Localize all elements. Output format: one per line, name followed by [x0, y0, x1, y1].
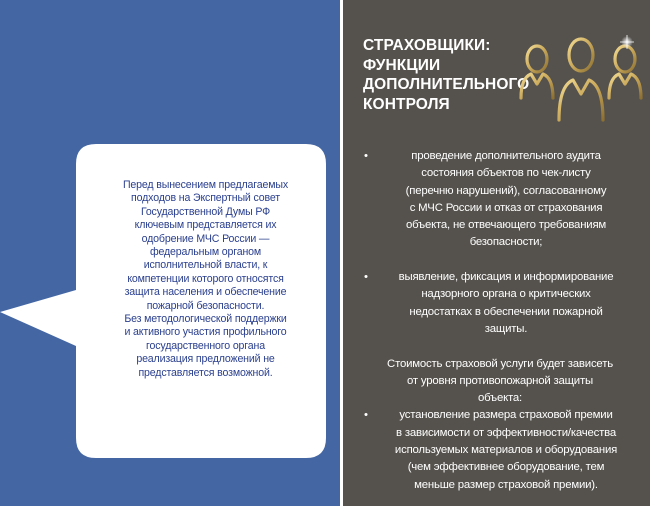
bubble-line: реализация предложений не [136, 353, 275, 366]
title-line: ФУНКЦИИ [363, 56, 441, 74]
bubble-line: компетенции которого относятся [127, 272, 284, 285]
paragraph-line: от уровня противопожарной защиты [407, 374, 593, 387]
bubble-line: одобрение МЧС России — [141, 232, 270, 245]
bubble-line: ключевым представляется их [134, 219, 277, 232]
bubble-line: подходов на Экспертный совет [131, 192, 280, 205]
item-line: выявление, фиксация и информирование [398, 271, 614, 284]
bullet-icon: • [364, 271, 368, 284]
item-line: установление размера страховой премии [399, 409, 613, 422]
bullet-icon: • [364, 150, 368, 162]
item-line: объекта, не отвечающего требованиям [405, 219, 607, 232]
list-item [364, 269, 636, 338]
bullet-icon: • [364, 409, 368, 422]
people-group-icon [515, 22, 647, 122]
paragraph [364, 356, 636, 408]
item-line: используемых материалов и оборудования [394, 444, 618, 457]
item-line: недостатках в обеспечении пожарной [409, 305, 603, 318]
bubble-line: Государственной Думы РФ [140, 205, 271, 218]
bubble-line: федеральным органом [149, 246, 262, 259]
bubble-line: защита населения и обеспечение [124, 286, 287, 299]
item-line: проведение дополнительного аудита [411, 150, 601, 162]
item-line: (чем эффективнее оборудование, тем [407, 461, 605, 474]
bubble-line: и активного участия профильного [124, 326, 287, 339]
title-line: СТРАХОВЩИКИ: [363, 37, 491, 54]
title-line: КОНТРОЛЯ [363, 95, 450, 113]
item-line: меньше размер страховой премии). [414, 478, 598, 491]
section-title [363, 36, 528, 114]
bubble-line: Без методологической поддержки [124, 313, 287, 326]
list-item [364, 407, 636, 493]
paragraph-line: объекта: [477, 392, 523, 405]
bubble-text [103, 179, 308, 380]
item-line: состояния объектов по чек-листу [421, 167, 591, 180]
paragraph-line: Стоимость страховой услуги будет зависеть [387, 357, 613, 370]
item-line: надзорного органа о критических [421, 288, 591, 301]
bubble-line: исполнительной власти, к [143, 259, 268, 272]
list-item [364, 148, 636, 252]
content-list [364, 148, 636, 494]
bubble-line: Перед вынесением предлагаемых [122, 179, 289, 191]
item-line: защиты. [484, 322, 528, 335]
bubble-line: представляется возможной. [138, 366, 273, 379]
item-line: безопасности; [469, 236, 543, 249]
item-line: в зависимости от эффективности/качества [396, 426, 616, 439]
item-line: (перечню нарушений), согласованному [405, 184, 607, 197]
title-line: ДОПОЛНИТЕЛЬНОГО [363, 76, 530, 93]
bubble-line: пожарной безопасности. [146, 299, 265, 312]
item-line: с МЧС России и отказ от страхования [409, 201, 603, 214]
bubble-line: государственного органа [146, 339, 265, 352]
